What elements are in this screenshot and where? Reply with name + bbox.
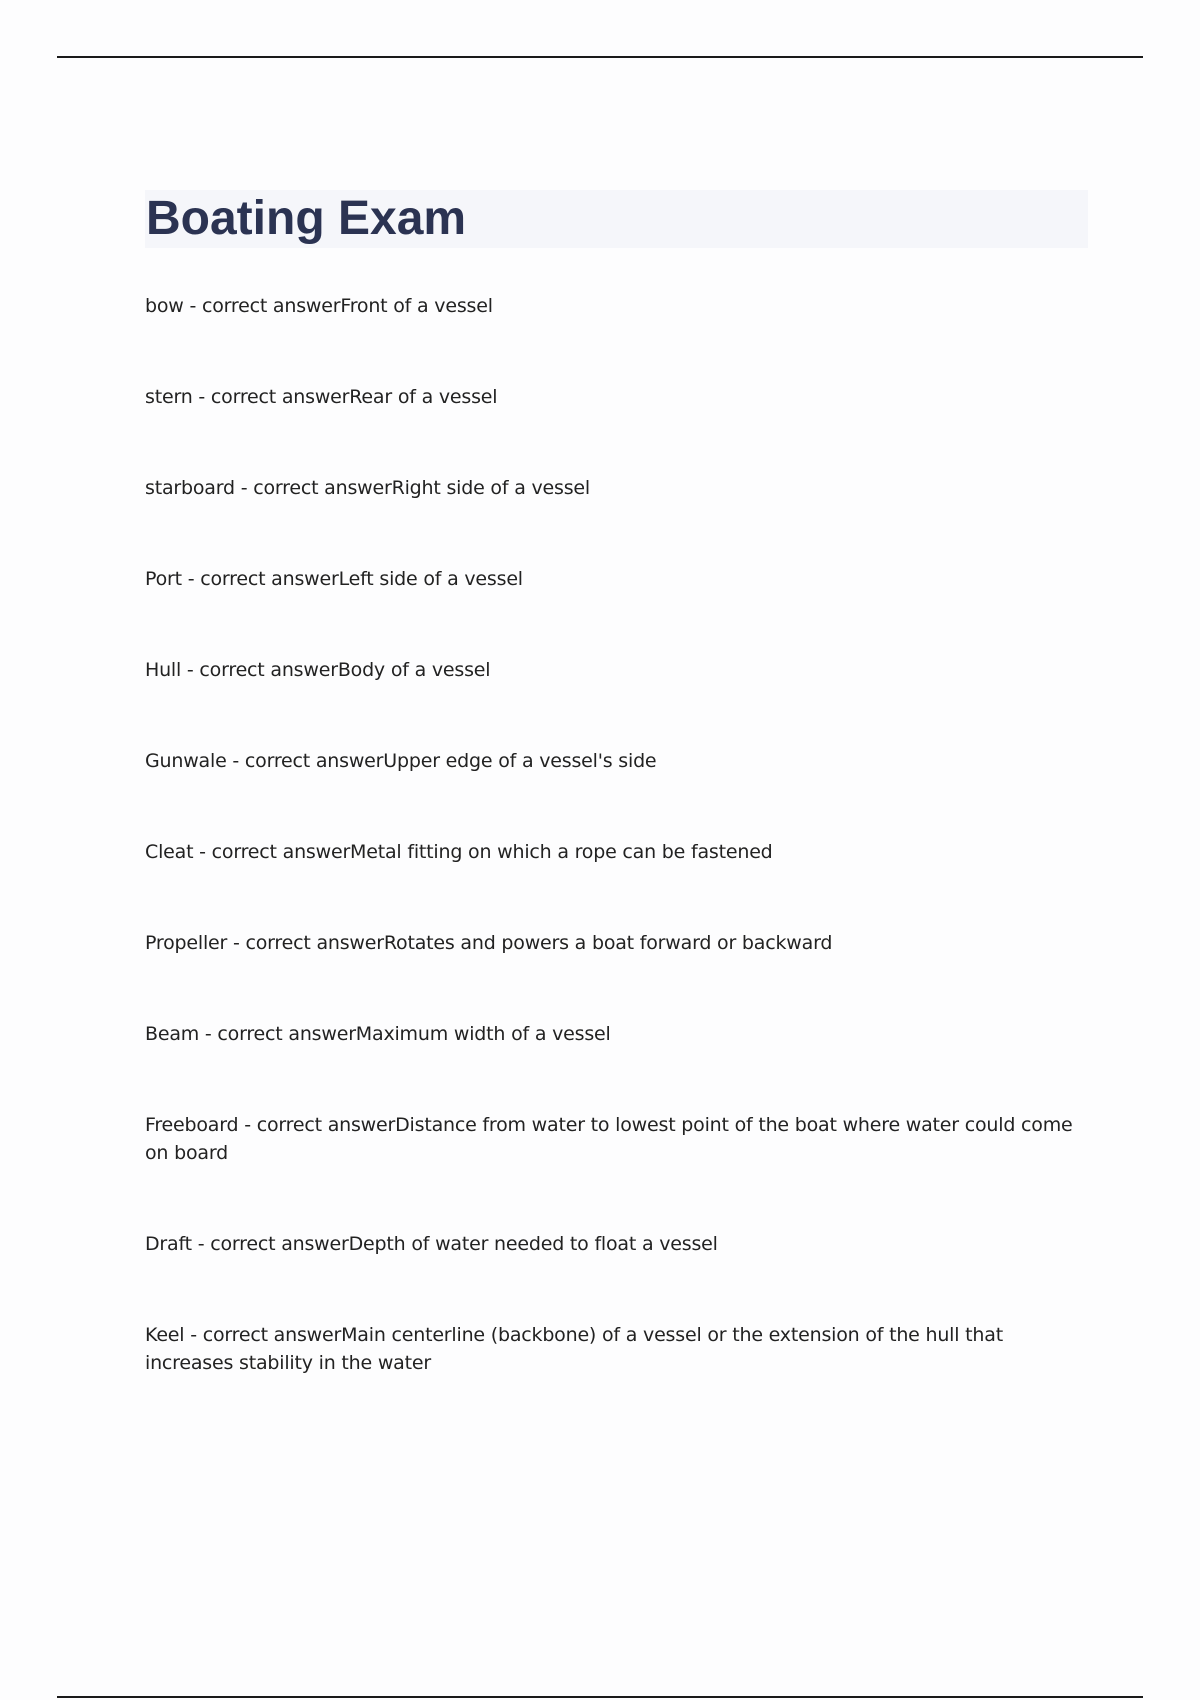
- qa-item-propeller: Propeller - correct answerRotates and powers a boat forward or backward: [145, 932, 833, 954]
- bottom-rule: [57, 1696, 1143, 1698]
- qa-item-draft: Draft - correct answerDepth of water needed to float a vessel: [145, 1233, 718, 1255]
- qa-item-keel: Keel - correct answerMain centerline (backbone) of a vessel or the extension of the hull that increases stability in the water: [145, 1324, 1003, 1374]
- qa-item-beam: Beam - correct answerMaximum width of a vessel: [145, 1023, 611, 1045]
- qa-item-bow: bow - correct answerFront of a vessel: [145, 295, 493, 317]
- qa-item-port: Port - correct answerLeft side of a vessel: [145, 568, 523, 590]
- top-rule: [57, 56, 1143, 58]
- page-title: Boating Exam: [146, 192, 467, 245]
- qa-item-starboard: starboard - correct answerRight side of a vessel: [145, 477, 590, 499]
- qa-list: [145, 292, 1090, 1440]
- qa-item-cleat: Cleat - correct answerMetal fitting on which a rope can be fastened: [145, 841, 773, 863]
- qa-item-freeboard: Freeboard - correct answerDistance from water to lowest point of the boat where water could come on board: [145, 1114, 1073, 1164]
- qa-item-hull: Hull - correct answerBody of a vessel: [145, 659, 491, 681]
- qa-item-stern: stern - correct answerRear of a vessel: [145, 386, 498, 408]
- qa-item-gunwale: Gunwale - correct answerUpper edge of a vessel's side: [145, 750, 657, 772]
